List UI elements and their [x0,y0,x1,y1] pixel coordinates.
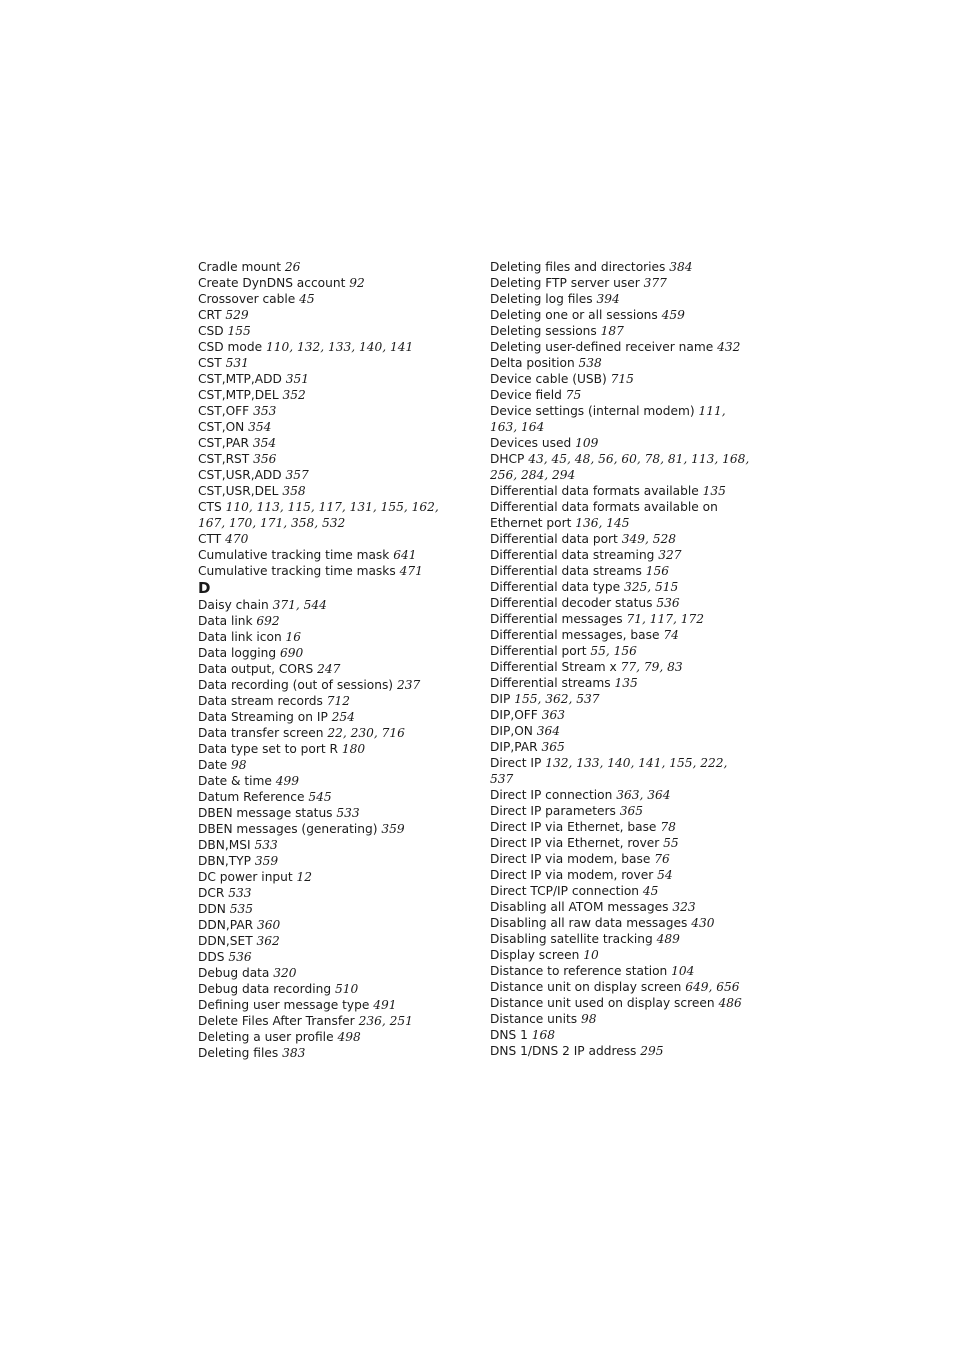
index-pages: 354 [248,420,272,434]
index-term: Distance to reference station [490,964,668,978]
index-term: Device settings (internal modem) [490,404,695,418]
index-term: DBEN message status [198,806,333,820]
index-entry [490,371,752,387]
index-term: Date & time [198,774,272,788]
index-entry [490,531,752,547]
index-pages: 71, 117, 172 [626,612,705,626]
index-term: Cumulative tracking time mask [198,548,390,562]
index-entry [490,707,752,723]
index-pages: 510 [334,982,359,996]
index-pages: 394 [596,292,620,306]
index-entry [490,451,752,483]
index-term: Direct IP via Ethernet, rover [490,836,660,850]
index-entry [490,979,752,995]
index-term: DIP,ON [490,724,533,738]
index-pages: 74 [663,628,679,642]
index-entry [198,371,468,387]
index-pages: 430 [691,916,715,930]
index-term: Deleting files and directories [490,260,666,274]
index-pages: 533 [228,886,252,900]
index-pages: 132, 133, 140, 141, 155, 222, 537 [490,756,728,786]
index-pages: 236, 251 [358,1014,413,1028]
index-entry [490,291,752,307]
index-term: Data recording (out of sessions) [198,678,394,692]
index-pages: 76 [654,852,670,866]
index-term: Debug data recording [198,982,332,996]
index-entry [198,837,468,853]
index-pages: 360 [257,918,281,932]
index-pages: 536 [228,950,252,964]
index-pages: 16 [285,630,302,644]
index-entry [198,933,468,949]
index-pages: 109 [575,436,599,450]
index-term: Deleting a user profile [198,1030,334,1044]
index-term: Differential data formats available [490,484,699,498]
index-entry [198,949,468,965]
index-pages: 362 [256,934,280,948]
index-term: Deleting FTP server user [490,276,640,290]
index-pages: 55 [663,836,679,850]
index-entry [198,1029,468,1045]
index-entry [198,419,468,435]
index-term: Date [198,758,228,772]
index-pages: 356 [253,452,277,466]
index-entry [490,723,752,739]
index-pages: 327 [658,548,682,562]
index-entry [198,259,468,275]
index-pages: 54 [657,868,673,882]
index-entry [198,355,468,371]
index-pages: 649, 656 [685,980,740,994]
index-pages: 384 [669,260,693,274]
index-term: CST,MTP,DEL [198,388,279,402]
index-term: Differential data type [490,580,621,594]
index-term: Create DynDNS account [198,276,346,290]
index-term: DDN,PAR [198,918,254,932]
index-entry [198,1013,468,1029]
index-pages: 135 [614,676,638,690]
index-term: Datum Reference [198,790,305,804]
index-term: Direct IP connection [490,788,613,802]
index-entry [490,867,752,883]
index-entry [490,915,752,931]
index-term: DBN,TYP [198,854,251,868]
index-term: Disabling all raw data messages [490,916,688,930]
index-entry [198,275,468,291]
index-term: Data output, CORS [198,662,314,676]
index-pages: 351 [285,372,309,386]
index-pages: 45 [642,884,659,898]
index-pages: 371, 544 [272,598,327,612]
index-entry [198,387,468,403]
index-term: Data stream records [198,694,323,708]
index-entry [490,259,752,275]
index-term: Deleting user-defined receiver name [490,340,714,354]
index-pages: 237 [396,678,421,692]
index-term: DC power input [198,870,293,884]
index-term: Distance units [490,1012,578,1026]
index-pages: 75 [565,388,582,402]
index-entry [198,725,468,741]
index-pages: 135 [702,484,726,498]
index-pages: 254 [331,710,355,724]
index-term: Direct IP via Ethernet, base [490,820,657,834]
index-pages: 104 [671,964,695,978]
index-entry [198,757,468,773]
index-entry [490,483,752,499]
index-pages: 55, 156 [590,644,637,658]
index-term: Deleting sessions [490,324,597,338]
index-pages: 26 [284,260,301,274]
index-term: CST,PAR [198,436,249,450]
index-entry [198,661,468,677]
index-term: Differential data streams [490,564,642,578]
index-term: CTS [198,500,222,514]
index-term: CSD mode [198,340,263,354]
index-pages: 325, 515 [623,580,679,594]
index-term: CST [198,356,222,370]
index-pages: 12 [296,870,313,884]
index-entry [198,499,468,531]
index-entry [198,853,468,869]
index-pages: 92 [349,276,365,290]
index-pages: 45 [299,292,315,306]
index-pages: 471 [399,564,423,578]
index-pages: 187 [600,324,624,338]
index-column-left [198,259,468,1061]
index-pages: 22, 230, 716 [327,726,405,740]
index-pages: 535 [229,902,254,916]
index-entry [198,901,468,917]
index-entry [198,981,468,997]
index-pages: 77, 79, 83 [620,660,683,674]
index-entry [490,659,752,675]
index-entry [490,595,752,611]
index-term: Direct IP [490,756,542,770]
index-pages: 538 [578,356,602,370]
index-entry [490,675,752,691]
index-entry [490,819,752,835]
index-term: Deleting one or all sessions [490,308,658,322]
index-term: Direct TCP/IP connection [490,884,640,898]
index-entry [490,931,752,947]
index-entry [490,563,752,579]
index-entry [198,547,468,563]
index-entry [490,387,752,403]
index-pages: 349, 528 [621,532,676,546]
index-term: Device cable (USB) [490,372,607,386]
index-pages: 715 [610,372,634,386]
index-term: Deleting log files [490,292,593,306]
index-entry [490,899,752,915]
index-term: Cumulative tracking time masks [198,564,396,578]
index-pages: 10 [583,948,599,962]
index-pages: 498 [337,1030,361,1044]
index-term: Differential port [490,644,587,658]
index-entry [198,709,468,725]
index-entry [198,467,468,483]
index-pages: 365 [541,740,565,754]
index-entry [490,307,752,323]
index-entry [490,339,752,355]
index-entry [490,787,752,803]
index-term: DDS [198,950,225,964]
index-entry [198,323,468,339]
index-entry [490,691,752,707]
index-term: Data type set to port R [198,742,339,756]
index-entry [490,611,752,627]
index-term: CST,USR,ADD [198,468,282,482]
index-entry [490,403,752,435]
index-pages: 491 [373,998,397,1012]
index-entry [198,773,468,789]
index-term: DBN,MSI [198,838,251,852]
index-pages: 323 [672,900,696,914]
index-term: Differential Stream x [490,660,617,674]
index-pages: 363, 364 [616,788,671,802]
index-entry [198,597,468,613]
index-pages: 529 [225,308,249,322]
index-pages: 359 [254,854,279,868]
index-term: Display screen [490,948,580,962]
index-term: CST,ON [198,420,245,434]
index-entry [490,995,752,1011]
index-entry [198,451,468,467]
index-pages: 377 [643,276,667,290]
index-pages: 295 [640,1044,664,1058]
index-term: Data Streaming on IP [198,710,328,724]
index-term: Differential data port [490,532,618,546]
index-entry [490,275,752,291]
index-term: DIP,PAR [490,740,538,754]
index-term: DBEN messages (generating) [198,822,378,836]
index-entry [490,947,752,963]
index-pages: 531 [225,356,249,370]
index-pages: 486 [718,996,742,1010]
index-entry [490,835,752,851]
index-entry [198,805,468,821]
index-entry [490,1043,752,1059]
index-pages: 363 [541,708,565,722]
index-pages: 536 [656,596,680,610]
index-term: Data transfer screen [198,726,324,740]
index-term: Disabling all ATOM messages [490,900,669,914]
index-entry [198,997,468,1013]
index-pages: 533 [254,838,278,852]
index-term: Direct IP via modem, rover [490,868,654,882]
index-entry [198,885,468,901]
index-term: DHCP [490,452,525,466]
index-entry [490,435,752,451]
index-term: Differential data streaming [490,548,655,562]
index-entry [198,563,468,579]
index-entry [490,1011,752,1027]
index-entry [198,339,468,355]
index-entry [198,821,468,837]
index-pages: 712 [326,694,350,708]
index-entry [198,483,468,499]
index-term: Differential messages [490,612,623,626]
index-term: Deleting files [198,1046,279,1060]
index-pages: 247 [317,662,341,676]
index-pages: 470 [225,532,249,546]
index-entry [490,883,752,899]
index-term: Differential data formats available on Ethernet port [490,500,718,530]
index-pages: 180 [341,742,366,756]
index-term: Differential streams [490,676,611,690]
index-entry [198,741,468,757]
index-entry [490,851,752,867]
index-term: CST,USR,DEL [198,484,279,498]
index-pages: 353 [253,404,277,418]
index-pages: 354 [252,436,277,450]
index-term: DIP,OFF [490,708,538,722]
index-entry [198,645,468,661]
index-term: Devices used [490,436,572,450]
index-entry [490,643,752,659]
index-term: CSD [198,324,224,338]
index-entry [198,403,468,419]
index-pages: 358 [282,484,306,498]
index-term: Direct IP parameters [490,804,616,818]
index-term: CST,OFF [198,404,250,418]
index-term: Debug data [198,966,270,980]
index-pages: 43, 45, 48, 56, 60, 78, 81, 113, 168, 256, 284, 294 [490,452,750,482]
index-pages: 78 [660,820,676,834]
index-pages: 136, 145 [575,516,630,530]
index-term: Data link icon [198,630,282,644]
index-term: Disabling satellite tracking [490,932,653,946]
index-term: CST,RST [198,452,250,466]
index-term: Distance unit on display screen [490,980,682,994]
index-entry [490,323,752,339]
index-term: DIP [490,692,511,706]
index-entry [198,965,468,981]
index-entry [490,627,752,643]
index-entry [490,579,752,595]
index-entry [198,531,468,547]
index-entry [198,789,468,805]
index-entry [490,803,752,819]
index-entry [198,613,468,629]
index-entry [198,307,468,323]
index-pages: 352 [282,388,306,402]
index-entry [490,355,752,371]
index-pages: 690 [280,646,304,660]
index-column-right [490,259,752,1059]
index-pages: 168 [531,1028,556,1042]
index-pages: 155 [227,324,251,338]
index-pages: 98 [231,758,247,772]
index-pages: 110, 132, 133, 140, 141 [265,340,414,354]
index-entry [490,755,752,787]
index-pages: 692 [256,614,280,628]
index-term: Data logging [198,646,277,660]
index-pages: 432 [717,340,741,354]
index-pages: 98 [581,1012,597,1026]
index-pages: 156 [645,564,670,578]
index-term: Differential decoder status [490,596,653,610]
index-term: Daisy chain [198,598,269,612]
index-term: Differential messages, base [490,628,660,642]
index-entry [198,917,468,933]
index-term: Cradle mount [198,260,282,274]
index-term: DNS 1 [490,1028,528,1042]
index-entry [490,739,752,755]
index-entry [490,499,752,531]
index-term: Delete Files After Transfer [198,1014,355,1028]
index-pages: 489 [656,932,680,946]
index-pages: 459 [661,308,685,322]
index-entry [198,693,468,709]
index-term: Data link [198,614,253,628]
index-entry [490,1027,752,1043]
index-term: Defining user message type [198,998,370,1012]
index-entry [198,869,468,885]
index-pages: 320 [273,966,297,980]
index-term: CTT [198,532,222,546]
index-pages: 111, 163, 164 [490,404,726,434]
index-pages: 641 [393,548,417,562]
index-term: CRT [198,308,222,322]
index-pages: 383 [282,1046,306,1060]
index-entry [198,677,468,693]
index-entry [490,547,752,563]
index-pages: 545 [308,790,332,804]
index-term: Device field [490,388,562,402]
index-pages: 359 [381,822,405,836]
index-entry [198,629,468,645]
index-pages: 499 [275,774,300,788]
index-pages: 155, 362, 537 [514,692,600,706]
index-term: DCR [198,886,225,900]
index-term: DNS 1/DNS 2 IP address [490,1044,637,1058]
index-term: DDN [198,902,226,916]
index-term: Direct IP via modem, base [490,852,651,866]
index-pages: 110, 113, 115, 117, 131, 155, 162, 167, 170, 171, 358, 532 [198,500,439,530]
index-entry [198,1045,468,1061]
index-section-letter: D [198,579,211,597]
index-term: DDN,SET [198,934,253,948]
index-pages: 357 [285,468,309,482]
index-term: Distance unit used on display screen [490,996,715,1010]
index-term: CST,MTP,ADD [198,372,282,386]
index-term: Crossover cable [198,292,296,306]
index-pages: 365 [619,804,644,818]
index-entry [198,291,468,307]
index-entry [490,963,752,979]
index-entry [198,435,468,451]
index-term: Delta position [490,356,575,370]
index-pages: 533 [336,806,360,820]
index-pages: 364 [536,724,561,738]
